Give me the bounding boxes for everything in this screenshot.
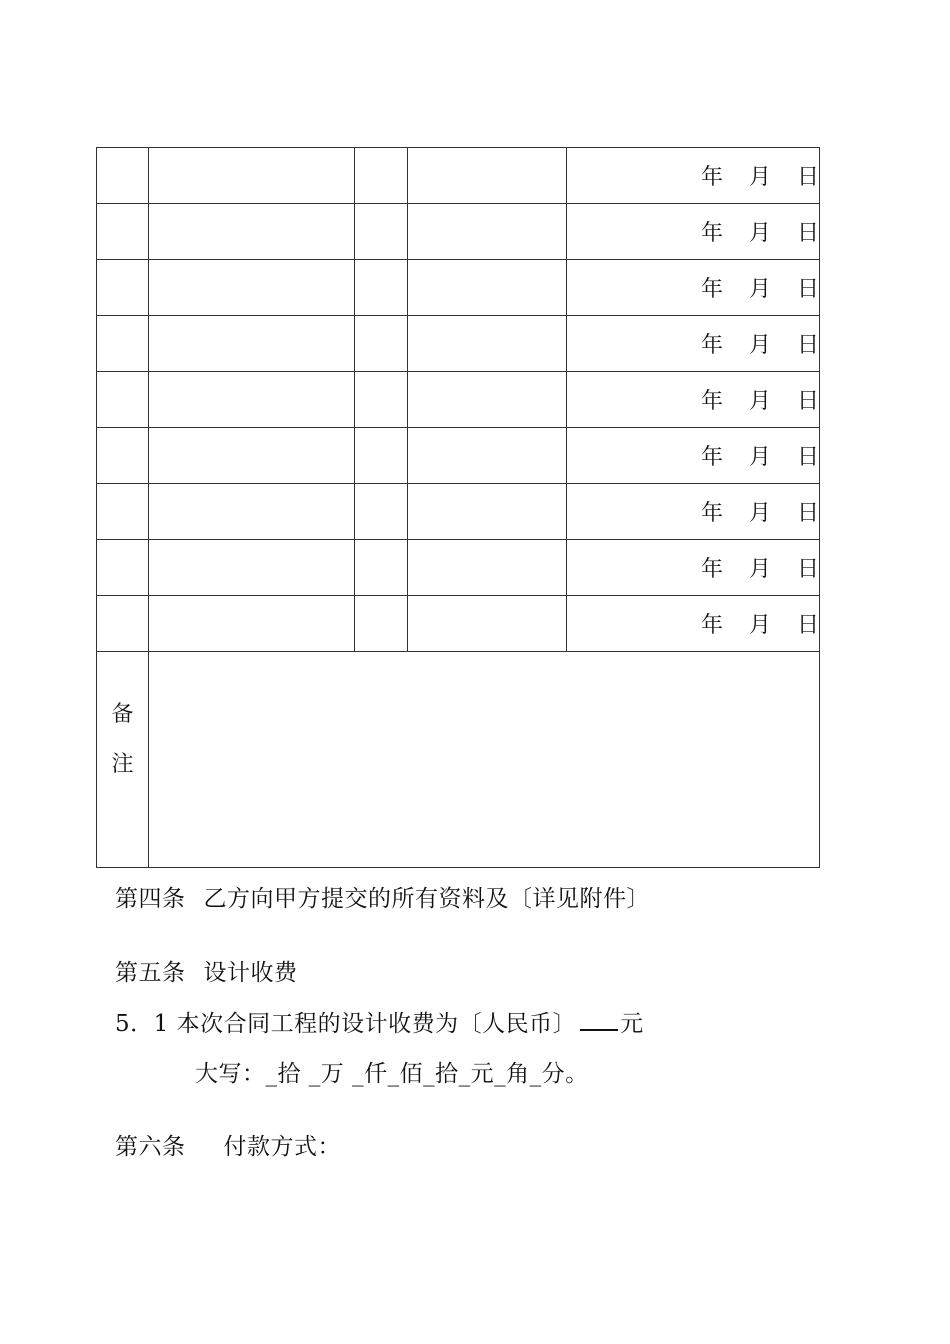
table-row: [97, 428, 820, 484]
date-month: 月: [748, 501, 771, 526]
cell-qty: [355, 428, 408, 484]
table-row: [97, 484, 820, 540]
fee-amount-blank[interactable]: [580, 1007, 618, 1031]
clause-5-1: [115, 1005, 644, 1038]
remarks-label-char: 注: [111, 752, 134, 777]
article-4-text: 乙方向甲方提交的所有资料及〔详见附件〕: [203, 886, 650, 912]
article-4-label: 第四条: [115, 886, 186, 912]
cell-date: [567, 316, 820, 372]
cell-note: [408, 316, 567, 372]
article-6-text: 付款方式：: [223, 1134, 341, 1160]
table-body: [97, 148, 820, 868]
date-day: 日: [796, 445, 819, 470]
remarks-row: [97, 652, 820, 868]
remarks-label-cell: [97, 652, 149, 868]
date-day: 日: [796, 613, 819, 638]
cell-index: [97, 540, 149, 596]
cell-date: [567, 260, 820, 316]
clause-5-1-text: 本次合同工程的设计收费为〔人民币〕: [176, 1011, 577, 1037]
date-month: 月: [748, 165, 771, 190]
table-row: [97, 596, 820, 652]
date-day: 日: [796, 389, 819, 414]
cell-date: [567, 148, 820, 204]
cell-note: [408, 540, 567, 596]
date-day: 日: [796, 333, 819, 358]
cell-note: [408, 484, 567, 540]
cell-note: [408, 372, 567, 428]
cell-index: [97, 148, 149, 204]
date-year: 年: [700, 557, 723, 582]
cell-note: [408, 596, 567, 652]
table-row: [97, 316, 820, 372]
date-month: 月: [748, 389, 771, 414]
cell-note: [408, 204, 567, 260]
article-6: [115, 1128, 341, 1161]
table-row: [97, 260, 820, 316]
date-day: 日: [796, 557, 819, 582]
cell-item: [149, 148, 355, 204]
cell-index: [97, 260, 149, 316]
date-year: 年: [700, 445, 723, 470]
cell-date: [567, 540, 820, 596]
date-month: 月: [748, 221, 771, 246]
cell-date: [567, 204, 820, 260]
cell-index: [97, 204, 149, 260]
cell-index: [97, 596, 149, 652]
cell-index: [97, 316, 149, 372]
date-year: 年: [700, 277, 723, 302]
cell-qty: [355, 372, 408, 428]
cell-item: [149, 260, 355, 316]
article-5-text: 设计收费: [203, 960, 298, 986]
cell-note: [408, 428, 567, 484]
cell-note: [408, 148, 567, 204]
cell-item: [149, 204, 355, 260]
cell-note: [408, 260, 567, 316]
article-4: [115, 880, 650, 913]
cell-item: [149, 316, 355, 372]
date-month: 月: [748, 557, 771, 582]
date-month: 月: [748, 333, 771, 358]
remarks-field[interactable]: [149, 652, 820, 868]
article-5-label: 第五条: [115, 960, 186, 986]
cell-qty: [355, 484, 408, 540]
cell-date: [567, 596, 820, 652]
remarks-label-char: 备: [111, 702, 134, 727]
date-year: 年: [700, 333, 723, 358]
table-row: [97, 204, 820, 260]
cell-qty: [355, 540, 408, 596]
clause-5-1-number: 5．1: [115, 1011, 169, 1037]
cell-date: [567, 484, 820, 540]
date-month: 月: [748, 277, 771, 302]
date-day: 日: [796, 221, 819, 246]
date-year: 年: [700, 501, 723, 526]
cell-qty: [355, 316, 408, 372]
table-row: [97, 372, 820, 428]
cell-index: [97, 484, 149, 540]
cell-index: [97, 372, 149, 428]
date-day: 日: [796, 277, 819, 302]
date-year: 年: [700, 389, 723, 414]
date-day: 日: [796, 165, 819, 190]
cell-date: [567, 372, 820, 428]
clause-5-1-unit: 元: [620, 1011, 644, 1037]
date-year: 年: [700, 165, 723, 190]
amount-in-words: 大写：_拾 _万 _仟_佰_拾_元_角_分。: [195, 1061, 589, 1087]
date-day: 日: [796, 501, 819, 526]
cell-qty: [355, 148, 408, 204]
date-year: 年: [700, 613, 723, 638]
cell-item: [149, 372, 355, 428]
article-5: [115, 954, 298, 987]
table-row: [97, 148, 820, 204]
article-6-label: 第六条: [115, 1134, 186, 1160]
cell-item: [149, 540, 355, 596]
cell-qty: [355, 596, 408, 652]
cell-index: [97, 428, 149, 484]
table-row: [97, 540, 820, 596]
cell-qty: [355, 204, 408, 260]
date-year: 年: [700, 221, 723, 246]
cell-item: [149, 596, 355, 652]
schedule-table: [96, 147, 820, 868]
cell-date: [567, 428, 820, 484]
date-month: 月: [748, 613, 771, 638]
cell-item: [149, 428, 355, 484]
date-month: 月: [748, 445, 771, 470]
cell-qty: [355, 260, 408, 316]
cell-item: [149, 484, 355, 540]
